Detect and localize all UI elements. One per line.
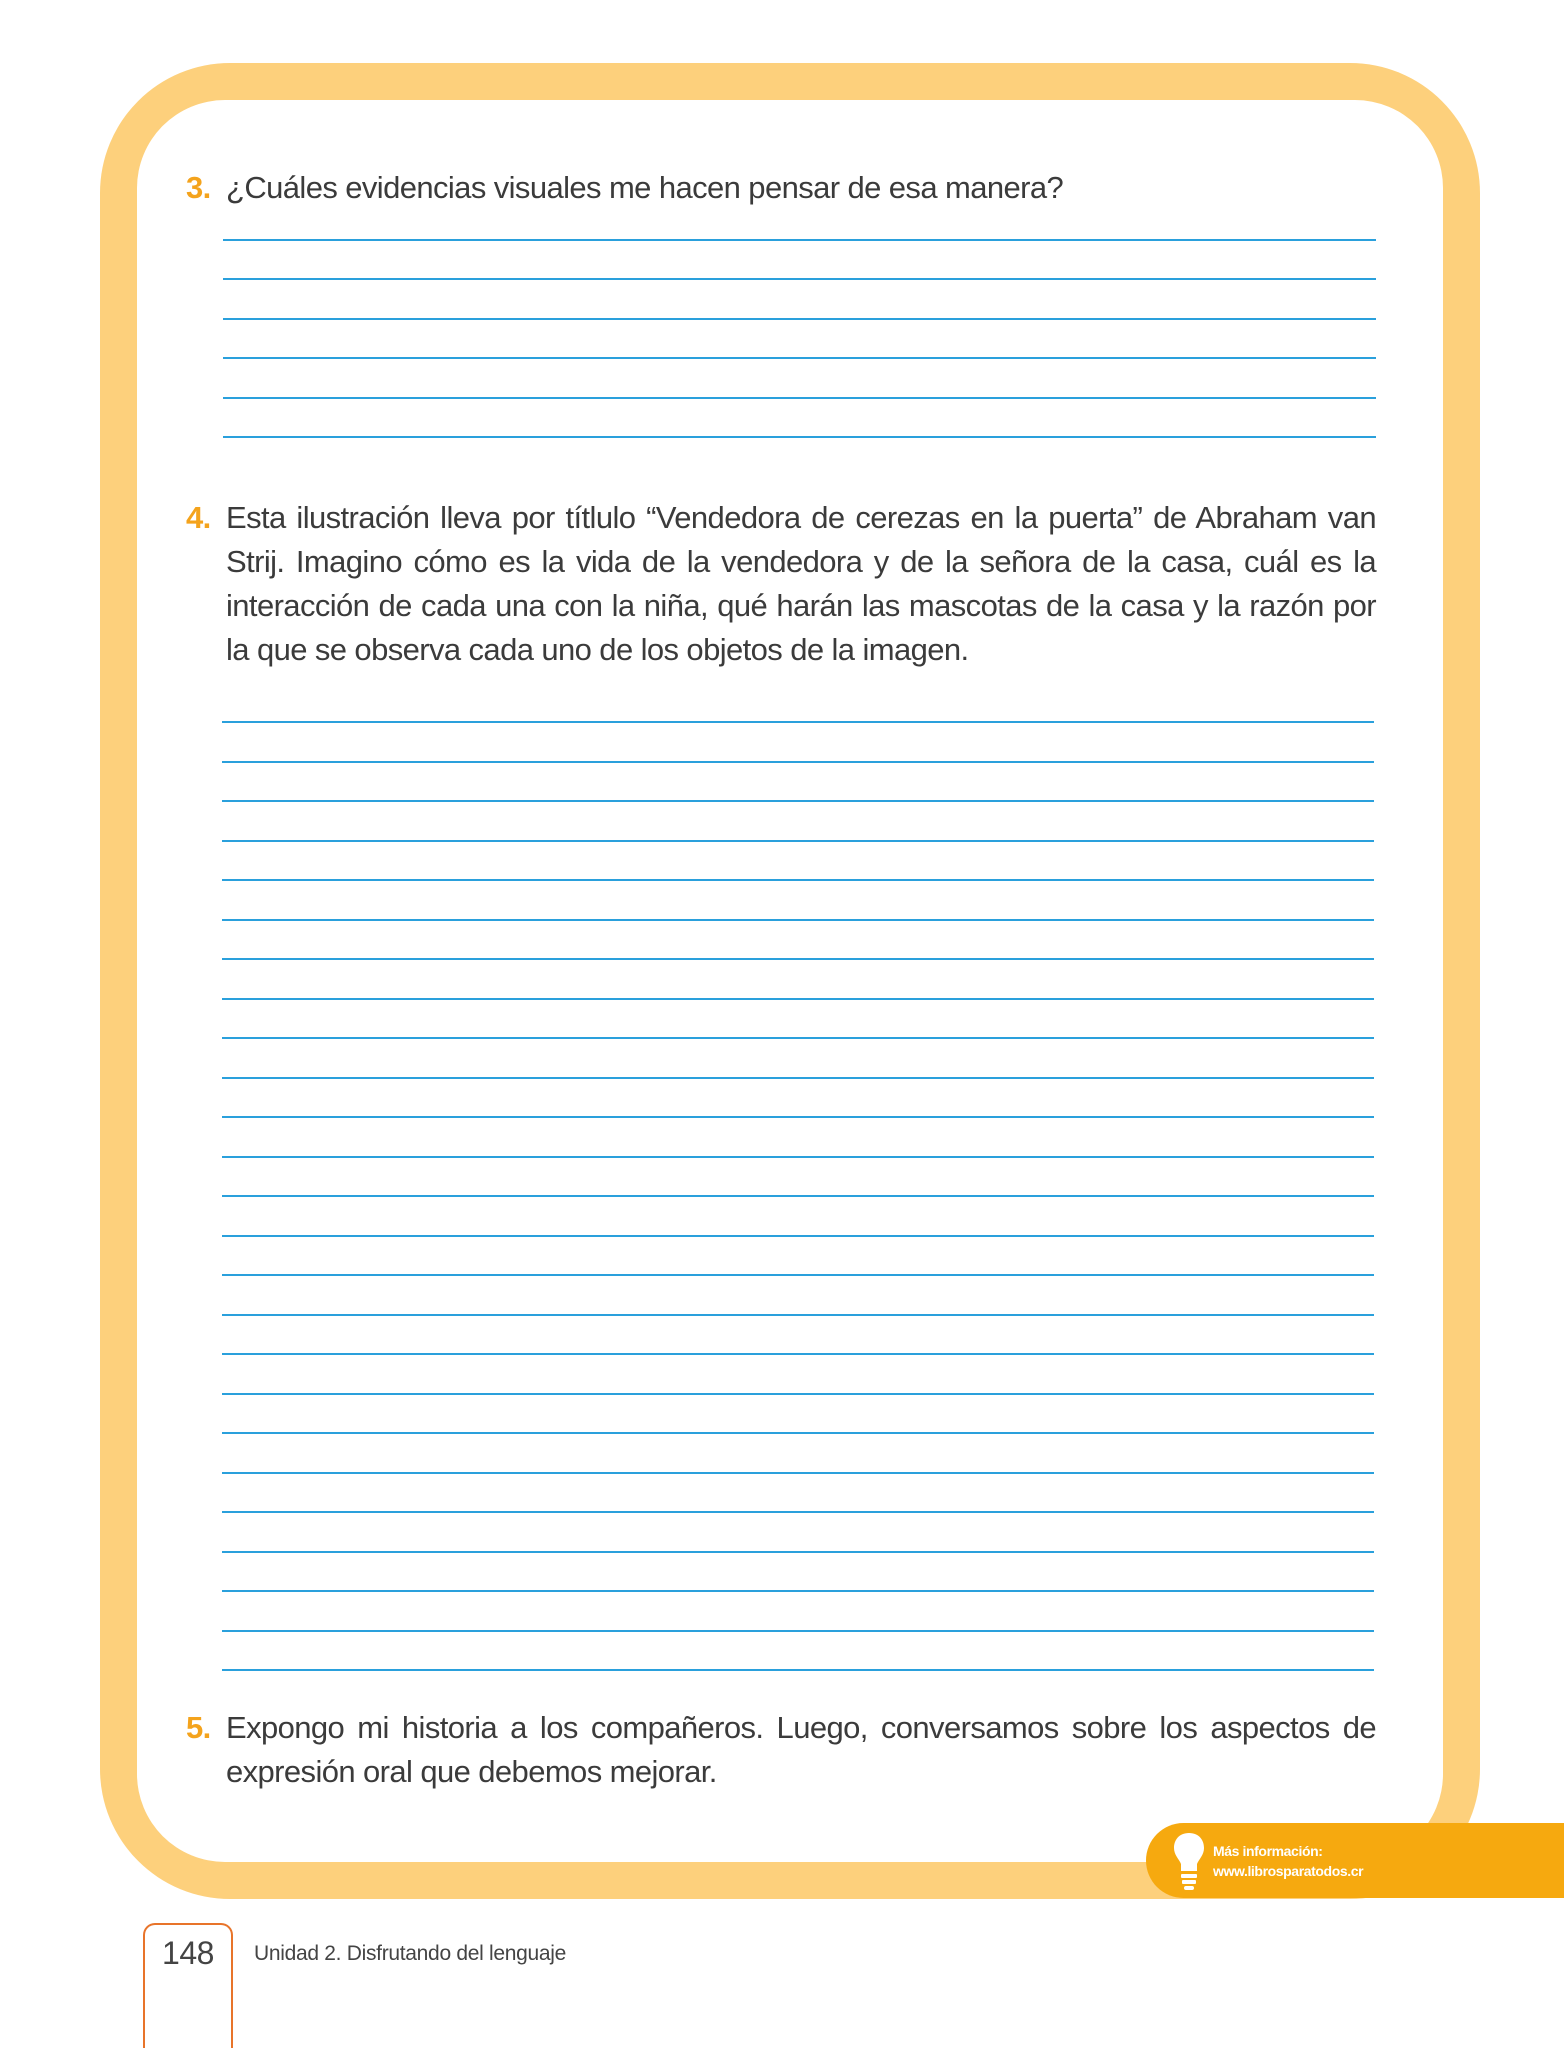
writing-line[interactable] xyxy=(223,278,1376,280)
more-info-label: Más información: xyxy=(1213,1843,1323,1859)
writing-line[interactable] xyxy=(222,1630,1374,1632)
writing-line[interactable] xyxy=(222,1551,1374,1553)
question-3 xyxy=(186,166,1376,210)
writing-line[interactable] xyxy=(222,1116,1374,1118)
more-info-url[interactable]: www.librosparatodos.cr xyxy=(1213,1863,1364,1879)
writing-line[interactable] xyxy=(222,1511,1374,1513)
writing-line[interactable] xyxy=(222,1393,1374,1395)
writing-line[interactable] xyxy=(222,958,1374,960)
writing-line[interactable] xyxy=(222,919,1374,921)
writing-line[interactable] xyxy=(222,721,1374,723)
writing-line[interactable] xyxy=(222,1037,1374,1039)
page-number-box xyxy=(143,1923,233,2048)
writing-line[interactable] xyxy=(222,1432,1374,1434)
question-5 xyxy=(186,1706,1376,1794)
writing-line[interactable] xyxy=(222,1274,1374,1276)
writing-line[interactable] xyxy=(222,1590,1374,1592)
question-number: 5. xyxy=(186,1710,211,1745)
writing-line[interactable] xyxy=(222,879,1374,881)
writing-line[interactable] xyxy=(222,1195,1374,1197)
writing-line[interactable] xyxy=(222,1077,1374,1079)
question-number: 4. xyxy=(186,500,211,535)
content-panel xyxy=(137,100,1443,1862)
writing-line[interactable] xyxy=(222,1472,1374,1474)
writing-line[interactable] xyxy=(222,1314,1374,1316)
writing-line[interactable] xyxy=(223,436,1376,438)
writing-line[interactable] xyxy=(223,239,1376,241)
writing-line[interactable] xyxy=(222,800,1374,802)
question-4 xyxy=(186,496,1376,672)
question-text: Expongo mi historia a los compañeros. Luego, conversamos sobre los aspectos de expresión oral que debemos mejorar. xyxy=(226,1710,1376,1789)
writing-line[interactable] xyxy=(222,1669,1374,1671)
writing-line[interactable] xyxy=(223,318,1376,320)
question-text: ¿Cuáles evidencias visuales me hacen pensar de esa manera? xyxy=(226,170,1064,205)
page-number: 148 xyxy=(162,1935,214,1971)
more-info-tab[interactable] xyxy=(1146,1823,1564,1898)
more-info-text xyxy=(1213,1841,1363,1881)
writing-line[interactable] xyxy=(222,1235,1374,1237)
lightbulb-icon xyxy=(1172,1831,1206,1891)
writing-line[interactable] xyxy=(223,357,1376,359)
writing-line[interactable] xyxy=(222,840,1374,842)
writing-line[interactable] xyxy=(222,998,1374,1000)
writing-line[interactable] xyxy=(222,761,1374,763)
question-number: 3. xyxy=(186,170,211,205)
question-text: Esta ilustración lleva por títlulo “Vendedora de cerezas en la puerta” de Abraham van Strij. Imagino cómo es la vida de la vendedora y de la señora de la casa, cuál es la interacción de cada una con la niña, qué harán las mascotas de la casa y la razón por la que se observa cada uno de los objetos de la imagen. xyxy=(226,500,1376,667)
writing-line[interactable] xyxy=(223,397,1376,399)
writing-line[interactable] xyxy=(222,1353,1374,1355)
unit-title: Unidad 2. Disfrutando del lenguaje xyxy=(254,1942,567,1965)
writing-line[interactable] xyxy=(222,1156,1374,1158)
